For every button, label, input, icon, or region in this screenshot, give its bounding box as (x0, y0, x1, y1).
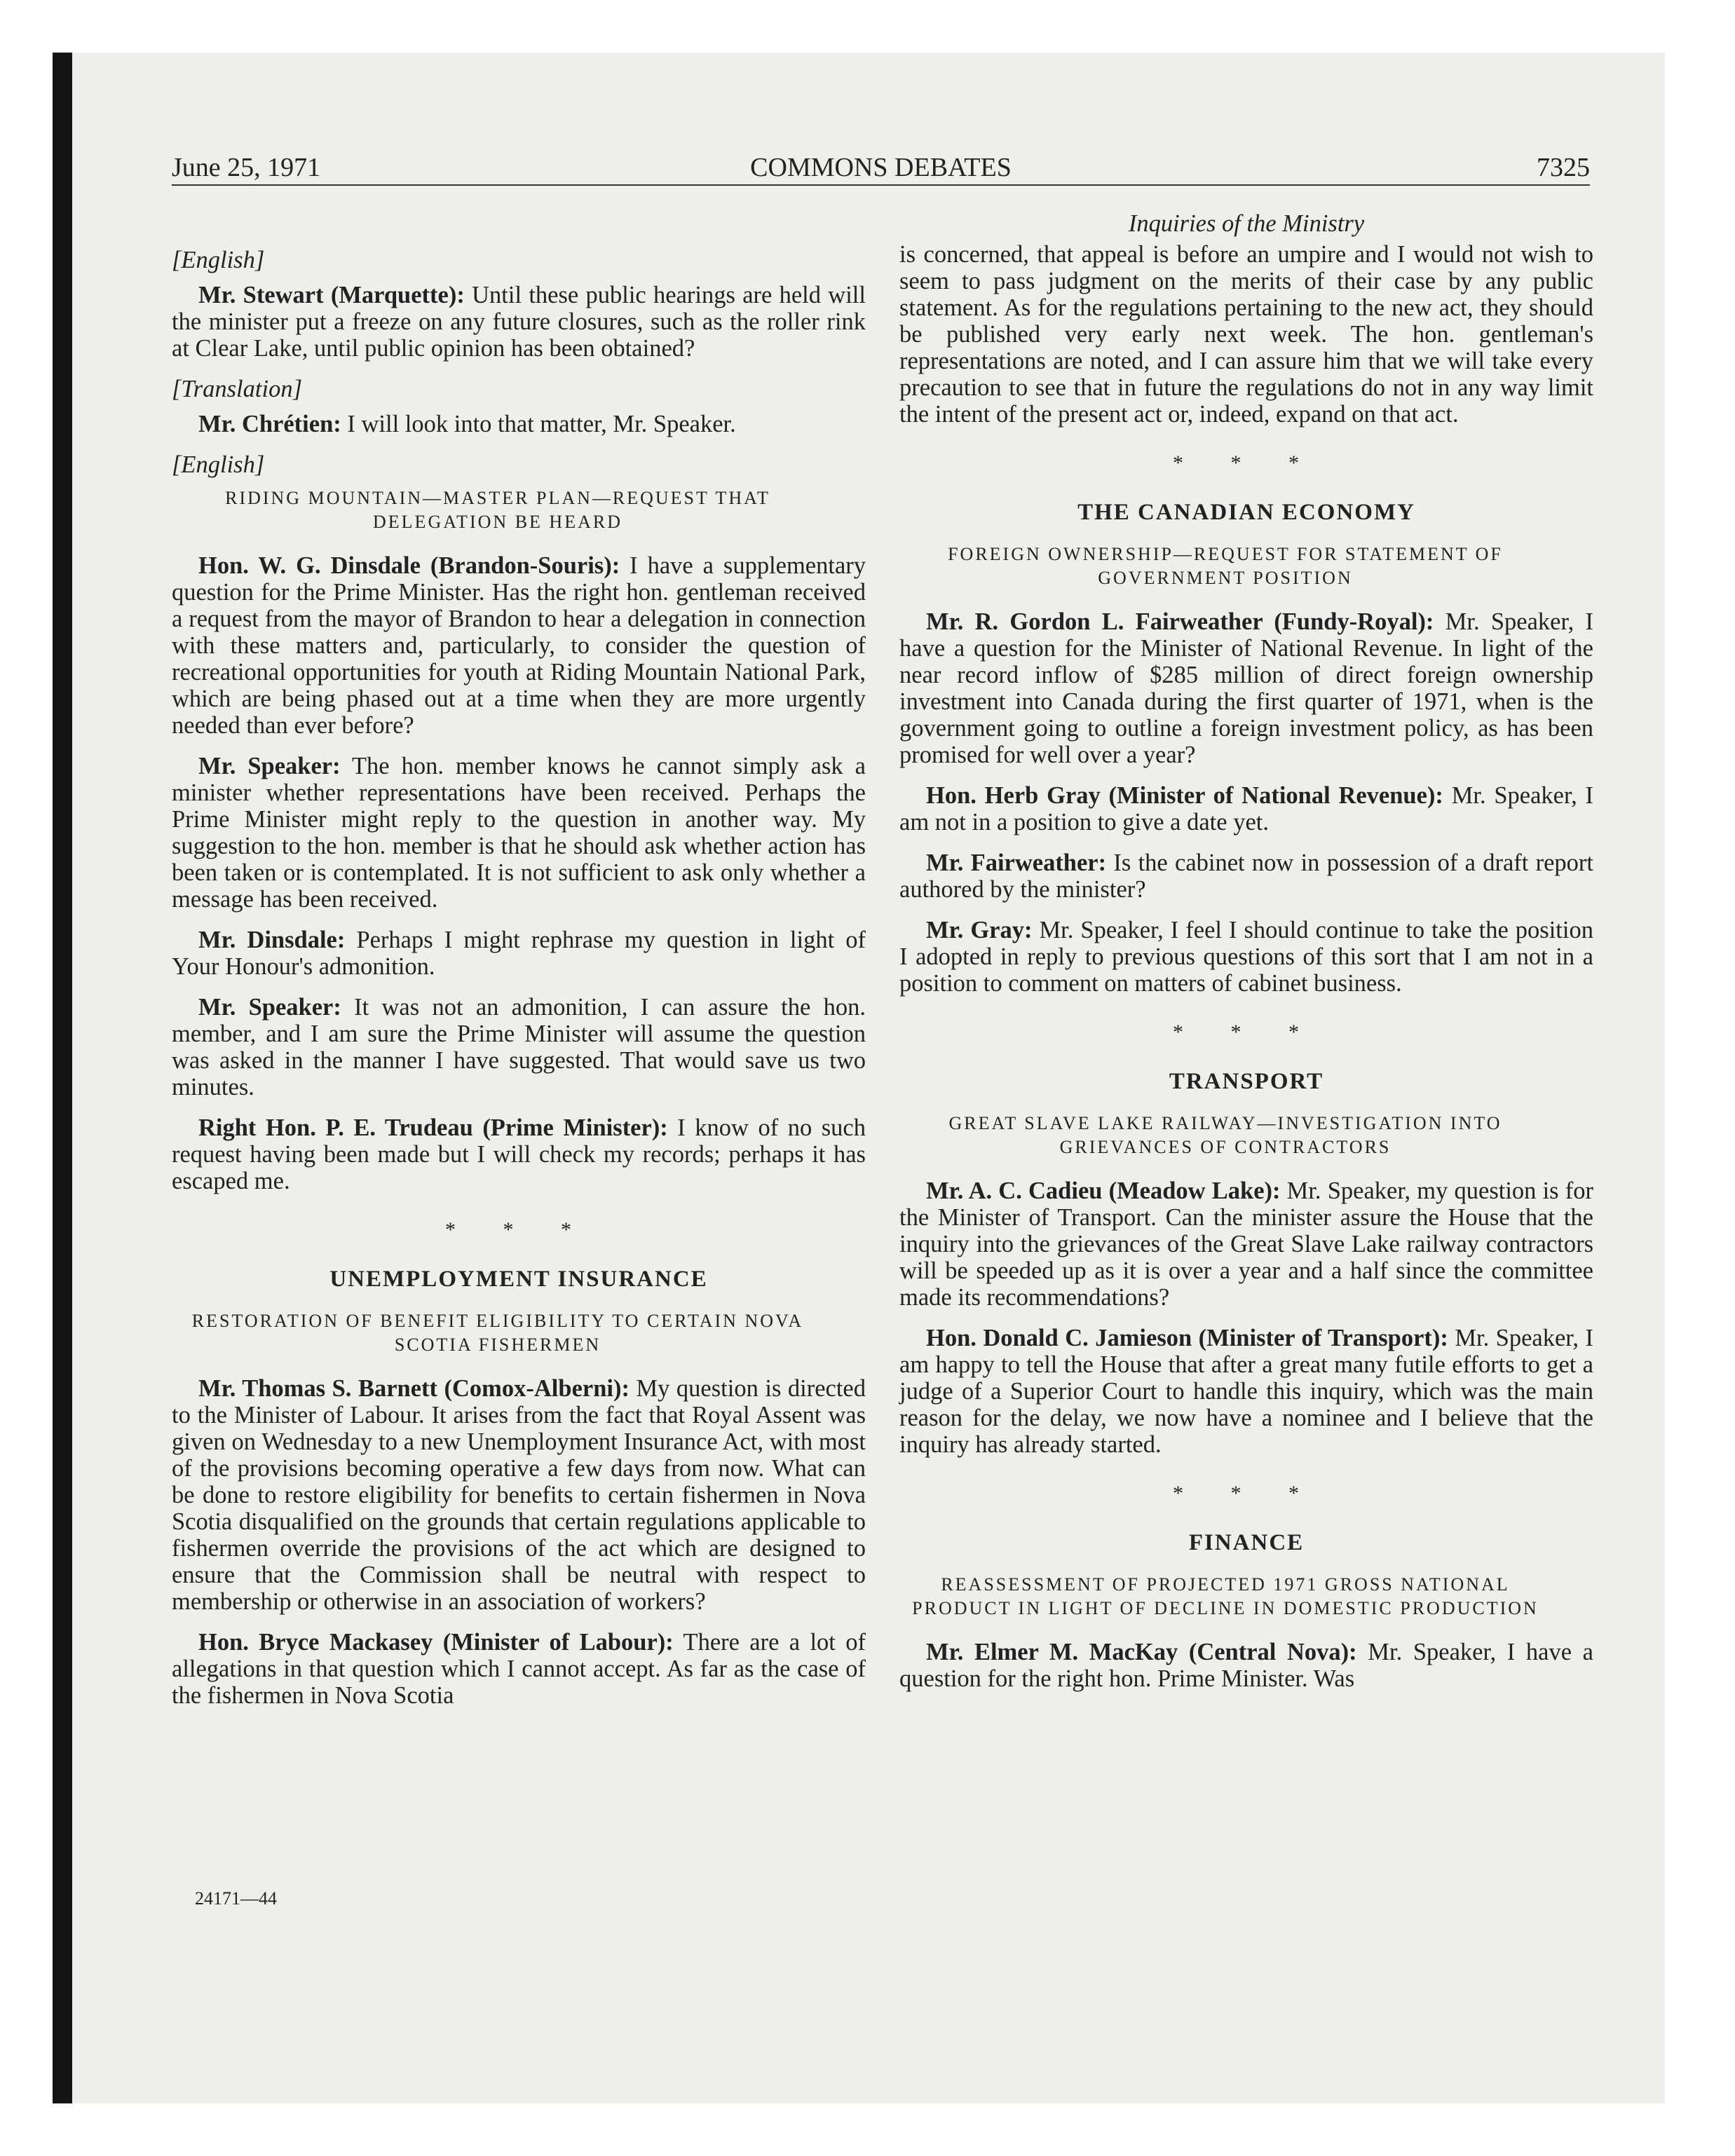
section-heading: UNEMPLOYMENT INSURANCE (329, 1267, 708, 1292)
speaker-name: Right Hon. P. E. Trudeau (Prime Minister): (198, 1114, 668, 1141)
paragraph (899, 608, 1593, 768)
speech-text: Is the cabinet now in possession of a draft report authored by the minister? (899, 850, 1593, 903)
speaker-name: Mr. Fairweather: (926, 850, 1107, 876)
speech-text: is concerned, that appeal is before an umpire and I would not wish to seem to pass judgment on the merits of their case by any public statement. As for the regulations pertaining to the new act, they should be published very early next week. The hon. gentleman's representations are noted, and I can assure him that we will take every precaution to see that in future the regulations do not in any way limit the intent of the present act or, indeed, expand on that act. (899, 241, 1593, 428)
paragraph (899, 1639, 1593, 1692)
section-divider: * * * (1173, 1482, 1320, 1505)
paragraph (172, 927, 866, 980)
speaker-name: Mr. Elmer M. MacKay (Central Nova): (926, 1639, 1357, 1665)
speaker-name: Mr. R. Gordon L. Fairweather (Fundy-Royal): (926, 608, 1434, 635)
subheading: FOREIGN OWNERSHIP—REQUEST FOR STATEMENT OF GOVERNMENT POSITION (948, 544, 1503, 588)
paragraph (172, 753, 866, 913)
speaker-name: Mr. A. C. Cadieu (Meadow Lake): (926, 1178, 1281, 1204)
paragraph (172, 552, 866, 739)
header-page-number: 7325 (1537, 153, 1590, 182)
header-date: June 25, 1971 (172, 153, 321, 182)
subheading: RESTORATION OF BENEFIT ELIGIBILITY TO CERTAIN NOVA SCOTIA FISHERMEN (191, 1311, 804, 1355)
section-divider: * * * (445, 1218, 592, 1241)
speech-text: Mr. Speaker, my question is for the Minister of Transport. Can the minister assure the House that the inquiry into the grievances of the Great Slave Lake railway contractors will be speeded up as it is over a year and a half since the committee made its recommendations? (899, 1178, 1593, 1311)
paragraph (899, 1325, 1593, 1458)
speech-text: Until these public hearings are held will the minister put a freeze on any future closures, such as the roller rink at Clear Lake, until public opinion has been obtained? (172, 282, 866, 362)
speaker-name: Mr. Chrétien: (198, 411, 341, 437)
speech-text: The hon. member knows he cannot simply ask a minister whether representations have been received. Perhaps the Prime Minister might reply to the question in another way. My suggestion to the hon. member is that he should ask whether action has been taken or is contemplated. It is not sufficient to ask only whether a message has been received. (172, 753, 866, 913)
page-header (172, 151, 1590, 186)
speech-text: Mr. Speaker, I have a question for the right hon. Prime Minister. Was (899, 1639, 1593, 1692)
paragraph (172, 1375, 866, 1615)
language-tag: [English] (172, 247, 265, 273)
speech-text: Mr. Speaker, I am happy to tell the House that after a great many futile efforts to get a judge of a Superior Court to handle this inquiry, which was the main reason for the delay, we now have a nominee and I believe that the inquiry has already started. (899, 1325, 1593, 1458)
speaker-name: Hon. Bryce Mackasey (Minister of Labour): (198, 1629, 674, 1656)
subheading: GREAT SLAVE LAKE RAILWAY—INVESTIGATION INTO GRIEVANCES OF CONTRACTORS (948, 1113, 1502, 1157)
paragraph (172, 1629, 866, 1709)
speech-text: Mr. Speaker, I have a question for the Minister of National Revenue. In light of the near record inflow of $285 million of direct foreign ownership investment into Canada during the first quarter of 1971, when is the government going to outline a foreign investment policy, as has been promised for well over a year? (899, 608, 1593, 768)
paragraph (899, 1178, 1593, 1311)
subheading: REASSESSMENT OF PROJECTED 1971 GROSS NATIONAL PRODUCT IN LIGHT OF DECLINE IN DOMESTIC PRODUCTION (912, 1574, 1539, 1618)
paragraph (172, 411, 866, 437)
speaker-name: Hon. Donald C. Jamieson (Minister of Transport): (926, 1325, 1448, 1351)
language-tag: [English] (172, 451, 265, 478)
header-title: COMMONS DEBATES (750, 153, 1012, 182)
language-tag: [Translation] (172, 376, 302, 402)
paragraph (899, 241, 1593, 428)
running-head: Inquiries of the Ministry (1128, 210, 1365, 237)
speaker-name: Hon. Herb Gray (Minister of National Revenue): (926, 782, 1443, 809)
speaker-name: Hon. W. G. Dinsdale (Brandon-Souris): (198, 552, 620, 579)
left-column (172, 247, 866, 1723)
print-code: 24171—44 (195, 1888, 277, 1909)
speech-text: Mr. Speaker, I am not in a position to give a date yet. (899, 782, 1593, 835)
section-heading: FINANCE (1188, 1530, 1305, 1555)
speech-text: There are a lot of allegations in that question which I cannot accept. As far as the case of the fishermen in Nova Scotia (172, 1629, 866, 1709)
speaker-name: Mr. Speaker: (198, 753, 341, 779)
section-divider: * * * (1173, 451, 1320, 475)
paragraph (172, 994, 866, 1100)
speech-text: Perhaps I might rephrase my question in light of Your Honour's admonition. (172, 927, 866, 980)
speech-text: I have a supplementary question for the Prime Minister. Has the right hon. gentleman received a request from the mayor of Brandon to hear a delegation in connection with these matters and, particularly, to consider the question of recreational opportunities for youth at Riding Mountain National Park, which are being phased out at a time when they are more urgently needed than ever before? (172, 552, 866, 739)
section-divider: * * * (1173, 1021, 1320, 1044)
speech-text: My question is directed to the Minister of Labour. It arises from the fact that Royal Assent was given on Wednesday to a new Unemployment Insurance Act, with most of the provisions becoming operative a few days from now. What can be done to restore eligibility for benefits to certain fishermen in Nova Scotia disqualified on the grounds that certain regulations applicable to fishermen override the provisions of the act which are designed to ensure that the Commission shall be neutral with respect to membership or otherwise in an association of workers? (172, 1375, 866, 1615)
section-heading: TRANSPORT (1169, 1069, 1324, 1094)
paragraph (899, 850, 1593, 903)
speech-text: Mr. Speaker, I feel I should continue to take the position I adopted in reply to previous questions of this sort that I am not in a position to comment on matters of cabinet business. (899, 917, 1593, 997)
speaker-name: Mr. Speaker: (198, 994, 341, 1021)
speech-text: It was not an admonition, I can assure the hon. member, and I am sure the Prime Minister will assume the question was asked in the manner I have suggested. That would save us two minutes. (172, 994, 866, 1100)
section-heading: THE CANADIAN ECONOMY (1077, 500, 1415, 525)
paragraph (899, 782, 1593, 835)
speaker-name: Mr. Dinsdale: (198, 927, 346, 953)
right-column (899, 210, 1593, 1706)
binding-edge (53, 53, 72, 2103)
speaker-name: Mr. Thomas S. Barnett (Comox-Alberni): (198, 1375, 630, 1402)
paragraph (172, 282, 866, 362)
subheading: RIDING MOUNTAIN—MASTER PLAN—REQUEST THAT DELEGATION BE HEARD (225, 488, 770, 532)
speaker-name: Mr. Stewart (Marquette): (198, 282, 465, 308)
paragraph (899, 917, 1593, 997)
speech-text: I will look into that matter, Mr. Speaker. (341, 411, 736, 437)
paragraph (172, 1114, 866, 1194)
speaker-name: Mr. Gray: (926, 917, 1033, 943)
speech-text: I know of no such request having been made but I will check my records; perhaps it has escaped me. (172, 1114, 866, 1194)
